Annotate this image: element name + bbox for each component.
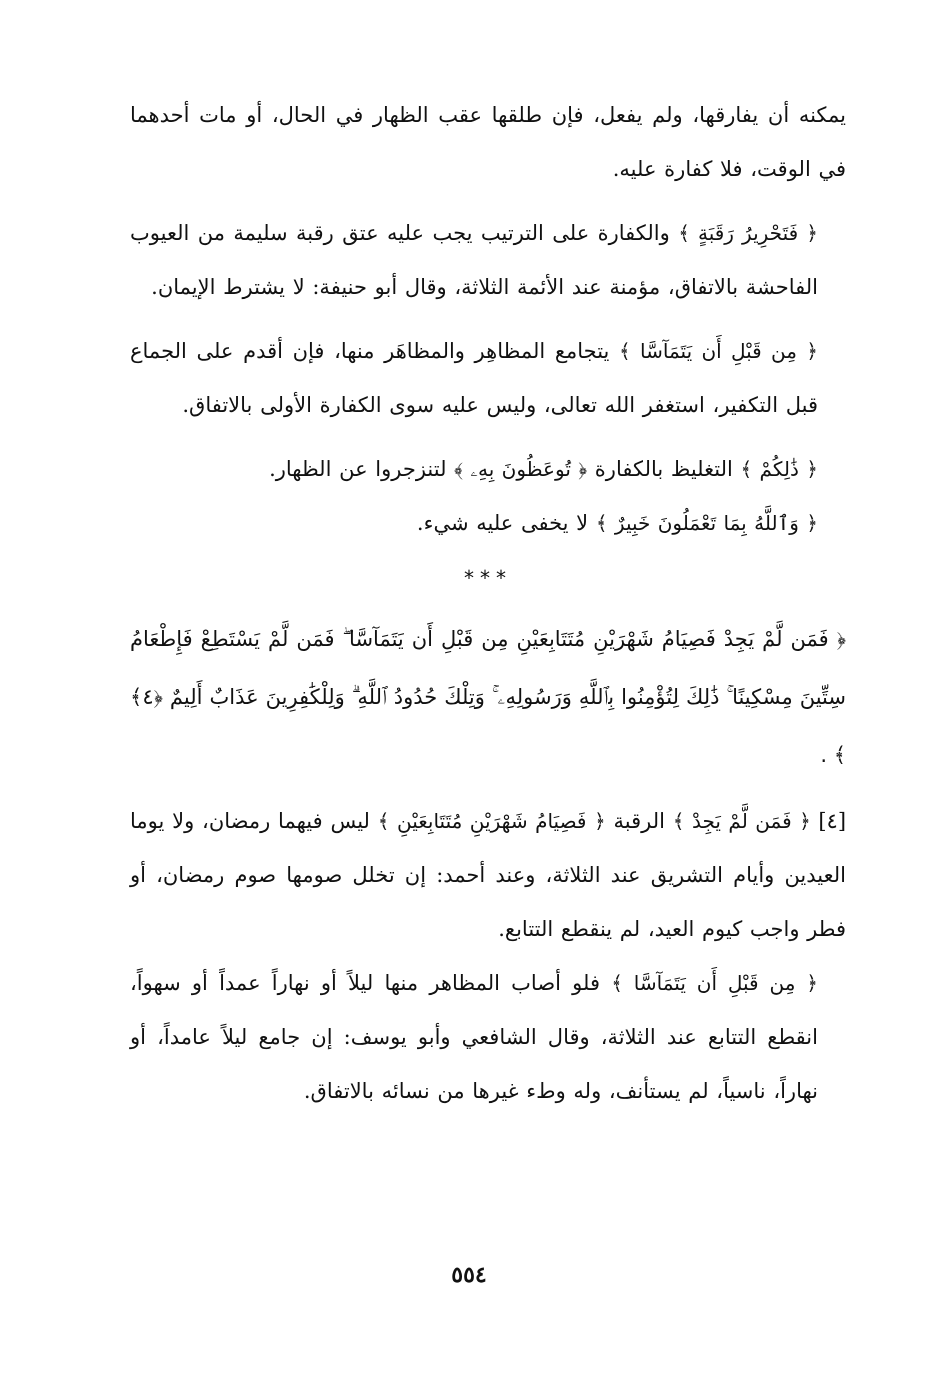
page-content [130,88,846,1348]
quran-quote: ﴿ فَصِيَامُ شَهْرَيْنِ مُتَتَابِعَيْنِ ﴾ [377,809,606,833]
quran-quote: ﴿ ذَٰلِكُمْ ﴾ [740,457,818,481]
paragraph-6: [٤] ﴿ فَمَن لَّمْ يَجِدْ ﴾ الرقبة ﴿ فَصِيَامُ شَهْرَيْنِ مُتَتَابِعَيْنِ ﴾ ليس فيهما رمضان، ولا يوما العيدين وأيام التشريق عند الثلاثة، وعند أحمد: إن تخلل صومها صوم رمضان، أو فطر واجب كيوم العيد، لم ينقطع التتابع. [130,809,847,941]
section-separator: *** [464,566,512,590]
paragraph-3: ﴿ مِن قَبْلِ أَن يَتَمَآسَّا ﴾ يتجامع المظاهِر والمظاهَر منها، فإن أقدم على الجماع قبل التكفير، استغفر الله تعالى، وليس عليه سوى الكفارة الأولى بالاتفاق. [130,339,818,417]
quran-quote: ﴿ فَمَن لَّمْ يَجِدْ ﴾ [672,809,819,833]
paragraph-1: يمكنه أن يفارقها، ولم يفعل، فإن طلقها عقب الظهار في الحال، أو مات أحدهما في الوقت، فلا كفارة عليه. [130,103,846,181]
quran-quote: ﴿ تُوعَظُونَ بِهِۦ ﴾ [454,457,588,481]
quran-verse-block: ﴿ فَمَن لَّمْ يَجِدْ فَصِيَامُ شَهْرَيْنِ مُتَتَابِعَيْنِ مِن قَبْلِ أَن يَتَمَآسَّا ۖ فَمَن لَّمْ يَسْتَطِعْ فَإِطْعَامُ سِتِّينَ مِسْكِينًا ۚ ذَٰلِكَ لِتُؤْمِنُوا بِٱللَّهِ وَرَسُولِهِۦ ۚ وَتِلْكَ حُدُودُ ٱللَّهِ ۗ وَلِلْكَٰفِرِينَ عَذَابٌ أَلِيمٌ ﴿٤﴾ ﴾ . [130,627,846,767]
paragraph-7: ﴿ مِن قَبْلِ أَن يَتَمَآسَّا ﴾ فلو أصاب المظاهر منها ليلاً أو نهاراً عمداً أو سهواً، انقطع التتابع عند الثلاثة، وقال الشافعي وأبو يوسف: إن جامع ليلاً عامداً، أو نهاراً، ناسياً، لم يستأنف، وله وطء غيرها من نسائه بالاتفاق. [130,971,818,1103]
page-number: ٥٥٤ [451,1262,487,1288]
quran-quote: ﴿ مِن قَبْلِ أَن يَتَمَآسَّا ﴾ [611,971,818,995]
paragraph-2: ﴿ فَتَحْرِيرُ رَقَبَةٍ ﴾ والكفارة على الترتيب يجب عليه عتق رقبة سليمة من العيوب الفاحشة بالاتفاق، مؤمنة عند الأئمة الثلاثة، وقال أبو حنيفة: لا يشترط الإيمان. [130,221,818,299]
paragraph-5: ﴿ وَٱللَّهُ بِمَا تَعْمَلُونَ خَبِيرٌ ﴾ لا يخفى عليه شيء. [416,511,818,535]
quran-quote: ﴿ وَٱللَّهُ بِمَا تَعْمَلُونَ خَبِيرٌ ﴾ [595,511,818,535]
verse-number: [٤] [818,809,847,833]
paragraph-4: ﴿ ذَٰلِكُمْ ﴾ التغليظ بالكفارة ﴿ تُوعَظُونَ بِهِۦ ﴾ لتنزجروا عن الظهار. [269,457,818,481]
quran-quote: ﴿ فَتَحْرِيرُ رَقَبَةٍ ﴾ [678,221,818,245]
quran-quote: ﴿ مِن قَبْلِ أَن يَتَمَآسَّا ﴾ [619,339,818,363]
